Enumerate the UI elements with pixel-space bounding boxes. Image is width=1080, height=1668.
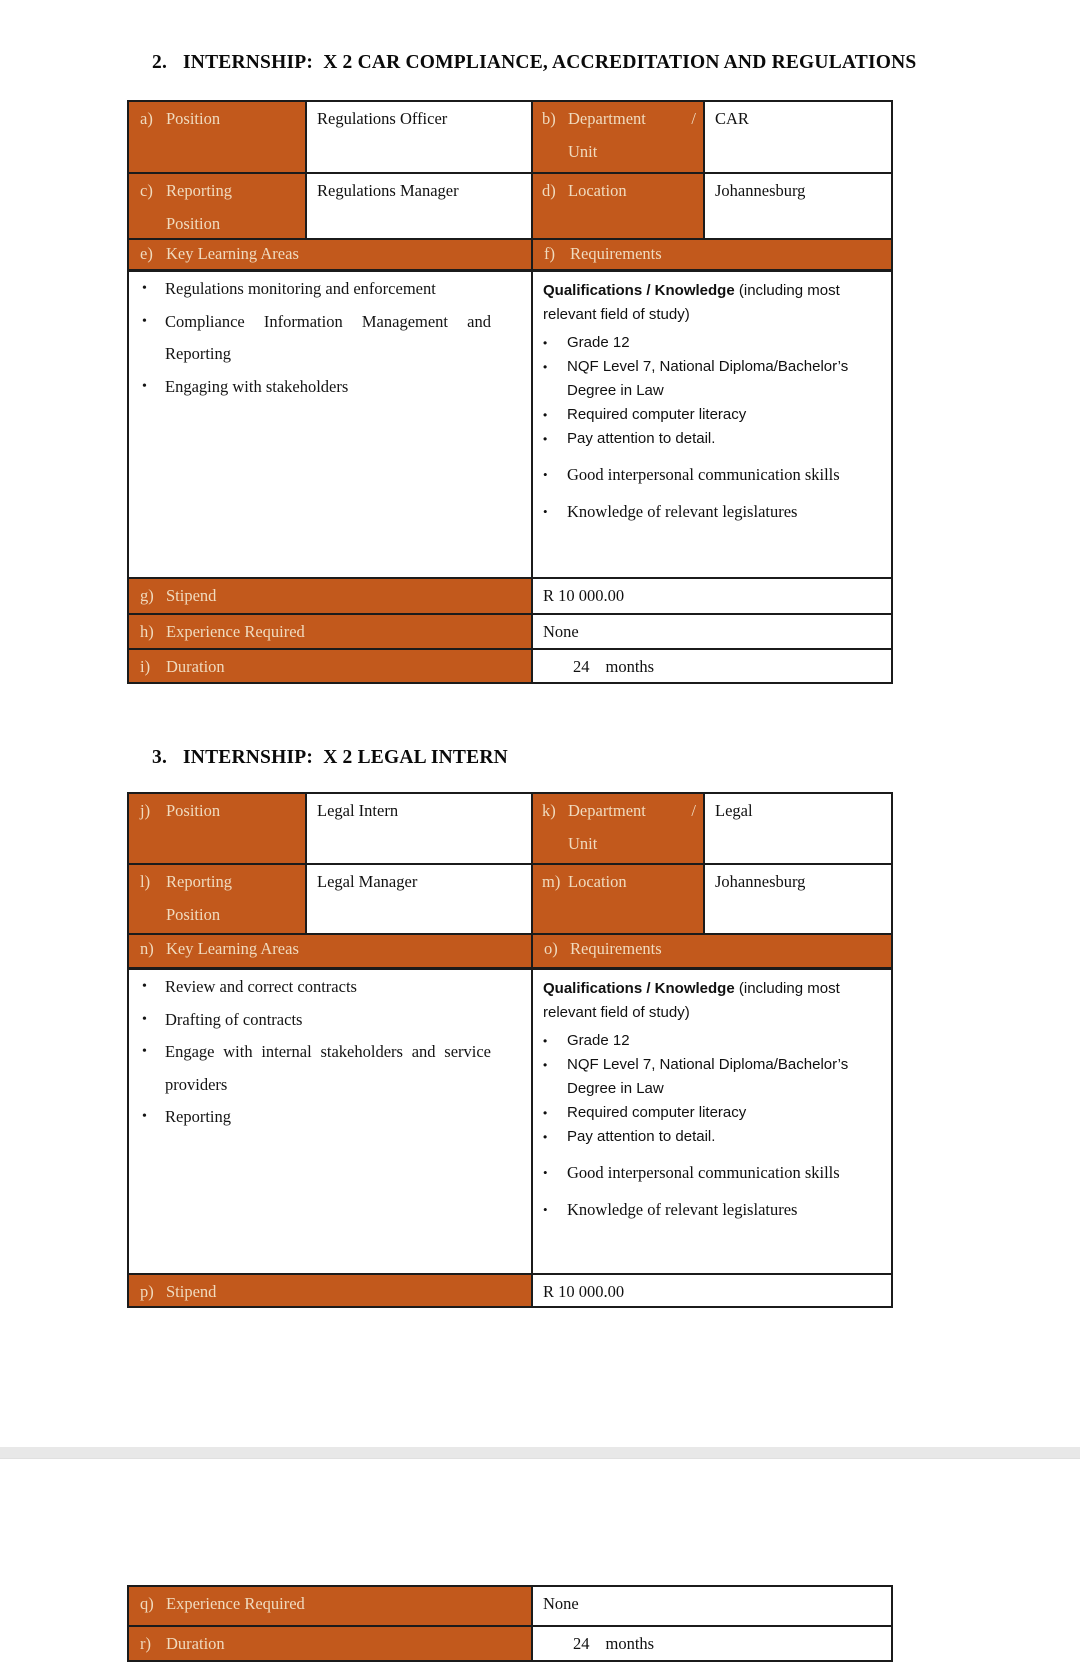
item-label: Duration	[166, 657, 225, 676]
label-word: Unit	[568, 142, 598, 161]
row-learning-requirements	[129, 970, 891, 1275]
key-learning-areas-cell	[129, 272, 533, 577]
section-2-title	[152, 51, 916, 75]
list-item	[543, 1197, 889, 1223]
list-item-text: Regulations monitoring and enforcement	[165, 279, 436, 298]
item-letter: c)	[140, 181, 153, 200]
bullet-dot: •	[543, 467, 548, 482]
bullet-dot: •	[543, 1130, 548, 1144]
row-position-department	[129, 794, 891, 865]
bullet-dot: •	[543, 432, 548, 446]
item-letter: a)	[140, 109, 153, 128]
bullet-dot: •	[543, 504, 548, 519]
reporting-label-cell	[129, 174, 307, 238]
department-value-cell: CAR	[715, 109, 749, 128]
requirements-cell	[533, 272, 891, 577]
requirements-header-cell	[533, 935, 891, 967]
list-item	[543, 1029, 889, 1053]
row-duration	[129, 1627, 891, 1660]
list-item	[543, 403, 889, 427]
label-word: Department	[568, 801, 646, 820]
list-item-text: Required computer literacy	[567, 406, 747, 423]
list-item-text: Review and correct contracts	[165, 977, 357, 996]
position-label-cell	[129, 794, 307, 863]
list-item	[543, 1125, 889, 1149]
item-letter: k)	[542, 801, 556, 820]
list-item	[543, 1053, 889, 1101]
department-label-cell	[533, 102, 705, 172]
item-label	[568, 794, 703, 827]
item-letter: q)	[140, 1594, 154, 1613]
item-letter: l)	[140, 872, 151, 891]
section-number: 3.	[152, 747, 168, 768]
row-reporting-location	[129, 865, 891, 935]
section-title-text: INTERNSHIP: X 2 CAR COMPLIANCE, ACCREDITATION AND REGULATIONS	[183, 52, 917, 73]
row-section-headers	[129, 240, 891, 272]
bullet-dot: •	[142, 1109, 147, 1124]
list-item-text: Required computer literacy	[567, 1104, 747, 1121]
bullet-dot: •	[142, 1011, 147, 1027]
requirements-heading	[543, 279, 889, 327]
item-letter: o)	[544, 939, 558, 958]
requirements-list-serif	[543, 1160, 889, 1223]
section-3-title	[152, 746, 508, 770]
item-label: Experience Required	[166, 622, 305, 641]
list-item-text: Grade 12	[567, 1032, 630, 1049]
stipend-label-cell	[129, 1275, 533, 1306]
stipend-value-cell: R 10 000.00	[543, 1282, 625, 1301]
position-value-cell: Regulations Officer	[307, 102, 533, 172]
list-item-text: Good interpersonal communication skills	[567, 1163, 840, 1182]
list-item-text: Knowledge of relevant legislatures	[567, 1200, 798, 1219]
duration-unit: months	[605, 657, 655, 676]
bullet-dot: •	[543, 336, 548, 350]
item-label: Key Learning Areas	[166, 244, 299, 263]
department-label-cell	[533, 794, 705, 863]
requirements-list	[543, 331, 889, 451]
list-item	[543, 331, 889, 355]
item-label: Stipend	[166, 1282, 217, 1301]
key-learning-areas-header-cell	[129, 240, 533, 269]
row-experience	[129, 1587, 891, 1627]
bullet-dot: •	[543, 408, 548, 422]
duration-number: 24	[573, 1634, 590, 1653]
continuation-table	[127, 1585, 893, 1662]
duration-number: 24	[573, 657, 590, 676]
letter-spacer	[129, 898, 166, 931]
item-letter: j)	[140, 801, 151, 820]
list-item	[543, 462, 889, 488]
location-label-cell	[533, 865, 705, 933]
list-item-text: Engage with internal stakeholders and service providers	[165, 1042, 491, 1094]
list-item	[142, 1004, 491, 1037]
list-item-text: Grade 12	[567, 334, 630, 351]
item-label: Requirements	[570, 939, 662, 958]
label-word: Unit	[568, 834, 598, 853]
experience-value-cell: None	[543, 1594, 579, 1613]
item-label: Requirements	[570, 244, 662, 263]
location-value-cell: Johannesburg	[715, 872, 806, 891]
key-learning-areas-cell	[129, 970, 533, 1273]
requirements-header-cell	[533, 240, 891, 269]
list-item-text: NQF Level 7, National Diploma/Bachelor’s Degree in Law	[567, 358, 849, 399]
item-letter: f)	[544, 244, 555, 263]
experience-value-cell: None	[543, 622, 579, 641]
item-letter: i)	[140, 657, 151, 676]
item-label: Reporting	[166, 181, 232, 200]
duration-label-cell	[129, 1627, 533, 1660]
experience-label-cell	[129, 615, 533, 648]
heading-regular-text: (including most relevant field of study)	[543, 980, 840, 1021]
internship-table-legal	[127, 792, 893, 1308]
item-label: Position	[166, 905, 221, 924]
row-duration	[129, 650, 891, 682]
item-letter: g)	[140, 586, 154, 605]
requirements-heading	[543, 977, 889, 1025]
item-letter: r)	[140, 1634, 151, 1653]
bullet-dot: •	[543, 1058, 548, 1072]
letter-spacer	[533, 827, 568, 860]
list-item-text: Drafting of contracts	[165, 1009, 303, 1029]
row-reporting-location	[129, 174, 891, 240]
requirements-list	[543, 1029, 889, 1149]
list-item	[543, 1101, 889, 1125]
heading-bold-text: Qualifications / Knowledge	[543, 980, 735, 997]
list-item	[543, 355, 889, 403]
item-label: Location	[568, 872, 627, 891]
list-item-text: Compliance Information Management and Reporting	[165, 311, 491, 363]
item-label: Position	[166, 109, 221, 128]
row-learning-requirements	[129, 272, 891, 579]
bullet-dot: •	[142, 378, 147, 394]
duration-label-cell	[129, 650, 533, 682]
item-label: Duration	[166, 1634, 225, 1653]
position-value-cell: Legal Intern	[307, 794, 533, 863]
row-stipend	[129, 579, 891, 615]
list-item-text: Pay attention to detail.	[567, 1128, 716, 1145]
item-label: Experience Required	[166, 1594, 305, 1613]
department-value-cell: Legal	[715, 801, 753, 820]
section-number: 2.	[152, 52, 168, 73]
list-item-text: Good interpersonal communication skills	[567, 465, 840, 484]
location-label-cell	[533, 174, 705, 238]
label-word: Department	[568, 109, 646, 128]
label-slash: /	[691, 801, 696, 820]
reporting-value-cell: Legal Manager	[307, 865, 533, 933]
bullet-dot: •	[543, 1106, 548, 1120]
row-stipend	[129, 1275, 891, 1306]
bullet-dot: •	[543, 1202, 548, 1217]
list-item-text: NQF Level 7, National Diploma/Bachelor’s Degree in Law	[567, 1056, 849, 1097]
key-learning-areas-header-cell	[129, 935, 533, 967]
location-value-cell: Johannesburg	[715, 181, 806, 200]
stipend-label-cell	[129, 579, 533, 613]
bullet-dot: •	[142, 1044, 147, 1059]
list-item	[142, 306, 491, 371]
reporting-value-cell: Regulations Manager	[307, 174, 533, 238]
item-letter: p)	[140, 1282, 154, 1301]
bullet-dot: •	[142, 281, 147, 296]
row-section-headers	[129, 935, 891, 970]
list-item-text: Engaging with stakeholders	[165, 376, 349, 396]
item-letter: d)	[542, 181, 556, 200]
list-item	[543, 1160, 889, 1186]
list-item	[543, 499, 889, 525]
row-position-department	[129, 102, 891, 174]
stipend-value-cell: R 10 000.00	[543, 586, 625, 605]
item-letter: h)	[140, 622, 154, 641]
bullet-dot: •	[142, 313, 147, 329]
item-label: Stipend	[166, 586, 217, 605]
section-title-text: INTERNSHIP: X 2 LEGAL INTERN	[183, 747, 508, 768]
experience-label-cell	[129, 1587, 533, 1625]
page-break-separator	[0, 1447, 1080, 1459]
requirements-cell	[533, 970, 891, 1273]
row-experience	[129, 615, 891, 650]
list-item	[142, 371, 491, 404]
list-item	[142, 273, 491, 306]
item-label: Location	[568, 181, 627, 200]
bullet-dot: •	[543, 1034, 548, 1048]
item-label: Reporting	[166, 872, 232, 891]
item-letter: b)	[542, 109, 556, 128]
item-label: Key Learning Areas	[166, 939, 299, 958]
duration-unit: months	[605, 1634, 655, 1653]
item-letter: m)	[542, 872, 561, 891]
item-label: Position	[166, 214, 221, 233]
list-item	[142, 1101, 491, 1134]
letter-spacer	[533, 135, 568, 168]
bullet-dot: •	[543, 360, 548, 374]
list-item	[142, 1036, 491, 1101]
requirements-list-serif	[543, 462, 889, 525]
list-item-text: Reporting	[165, 1107, 231, 1126]
duration-value-cell	[533, 650, 891, 682]
list-item-text: Knowledge of relevant legislatures	[567, 502, 798, 521]
item-label	[568, 102, 703, 135]
heading-regular-text: (including most relevant field of study)	[543, 282, 840, 323]
list-item	[543, 427, 889, 451]
bullet-dot: •	[543, 1165, 548, 1180]
item-label: Position	[166, 801, 221, 820]
list-item	[142, 971, 491, 1004]
position-label-cell	[129, 102, 307, 172]
item-letter: e)	[140, 244, 153, 263]
reporting-label-cell	[129, 865, 307, 933]
label-slash: /	[691, 109, 696, 128]
internship-table-car	[127, 100, 893, 684]
list-item-text: Pay attention to detail.	[567, 430, 716, 447]
bullet-dot: •	[142, 979, 147, 994]
letter-spacer	[129, 207, 166, 238]
heading-bold-text: Qualifications / Knowledge	[543, 282, 735, 299]
item-letter: n)	[140, 939, 154, 958]
duration-value-cell	[533, 1627, 891, 1660]
